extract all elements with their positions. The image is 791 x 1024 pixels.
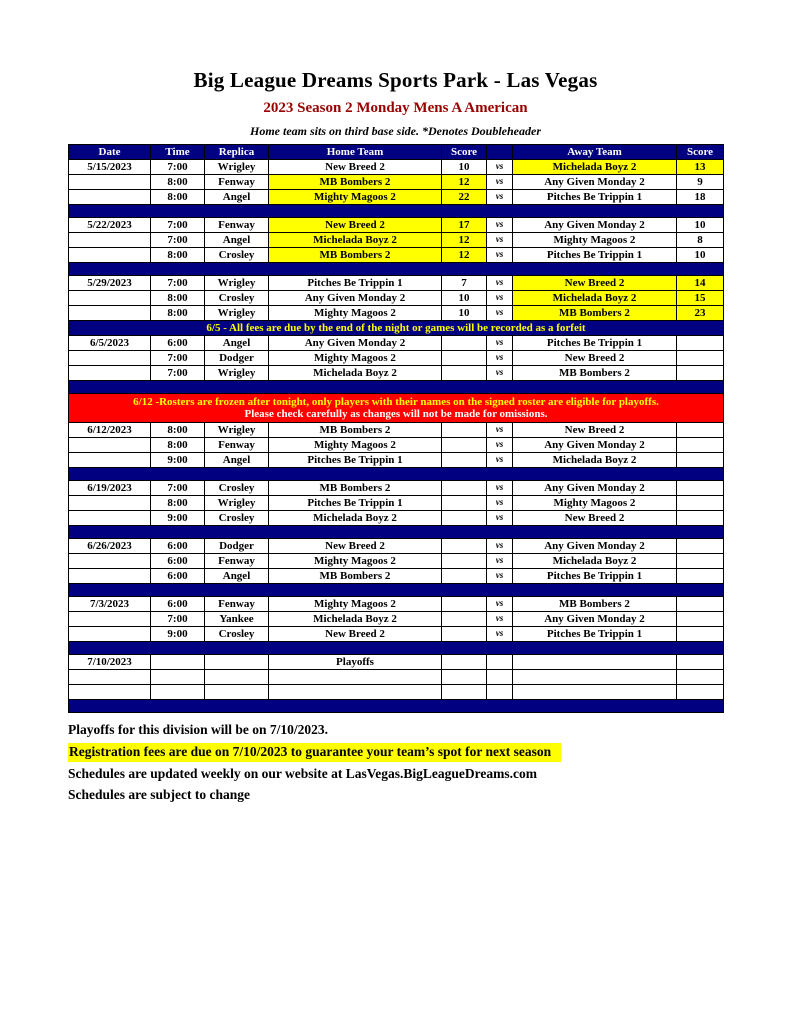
time-cell: 6:00 [151, 539, 205, 554]
away-team-cell: Any Given Monday 2 [513, 175, 677, 190]
column-header-away-score: Score [677, 145, 724, 160]
away-score-cell: 13 [677, 160, 724, 175]
roster-freeze-alert-line: 6/12 -Rosters are frozen after tonight, only players with their names on the signed roster are eligible for playoffs. [133, 395, 659, 408]
website-note: Schedules are updated weekly on our website at LasVegas.BigLeagueDreams.com [68, 765, 538, 781]
time-cell: 7:00 [151, 160, 205, 175]
game-row [69, 423, 724, 438]
date-cell: 6/5/2023 [69, 336, 151, 351]
replica-cell: Crosley [205, 511, 269, 526]
page-title: Big League Dreams Sports Park - Las Vegas [193, 68, 598, 92]
vs-cell: vs [487, 627, 513, 642]
away-score-cell [677, 685, 724, 700]
home-team-cell: New Breed 2 [269, 539, 442, 554]
game-row [69, 351, 724, 366]
vs-cell [487, 685, 513, 700]
away-team-cell: Michelada Boyz 2 [513, 291, 677, 306]
game-row [69, 685, 724, 700]
vs-cell: vs [487, 511, 513, 526]
replica-cell: Fenway [205, 438, 269, 453]
time-cell: 6:00 [151, 597, 205, 612]
home-score-cell [442, 453, 487, 468]
away-team-cell: New Breed 2 [513, 423, 677, 438]
vs-cell: vs [487, 539, 513, 554]
vs-cell: vs [487, 291, 513, 306]
playoffs-note: Playoffs for this division will be on 7/10/2023. [68, 722, 329, 737]
home-score-cell [442, 481, 487, 496]
date-cell [69, 291, 151, 306]
time-cell: 6:00 [151, 554, 205, 569]
home-score-cell [442, 627, 487, 642]
away-score-cell [677, 366, 724, 381]
vs-cell: vs [487, 569, 513, 584]
replica-cell: Wrigley [205, 160, 269, 175]
away-team-cell: Mighty Magoos 2 [513, 496, 677, 511]
vs-cell: vs [487, 597, 513, 612]
separator-bar [69, 700, 724, 713]
home-team-cell: Any Given Monday 2 [269, 291, 442, 306]
separator-row [69, 642, 724, 655]
away-team-cell: New Breed 2 [513, 351, 677, 366]
away-score-cell: 8 [677, 233, 724, 248]
replica-cell: Wrigley [205, 366, 269, 381]
home-score-cell: 22 [442, 190, 487, 205]
vs-cell [487, 670, 513, 685]
away-team-cell: MB Bombers 2 [513, 366, 677, 381]
date-cell [69, 569, 151, 584]
game-row [69, 612, 724, 627]
replica-cell: Wrigley [205, 306, 269, 321]
home-score-cell [442, 351, 487, 366]
away-team-cell: New Breed 2 [513, 511, 677, 526]
date-cell: 7/3/2023 [69, 597, 151, 612]
date-cell: 5/15/2023 [69, 160, 151, 175]
time-cell [151, 655, 205, 670]
game-row [69, 438, 724, 453]
date-cell: 7/10/2023 [69, 655, 151, 670]
away-team-cell: Any Given Monday 2 [513, 539, 677, 554]
away-score-cell: 10 [677, 218, 724, 233]
home-score-cell: 12 [442, 248, 487, 263]
time-cell: 7:00 [151, 612, 205, 627]
replica-cell: Angel [205, 233, 269, 248]
home-score-cell: 17 [442, 218, 487, 233]
replica-cell: Fenway [205, 218, 269, 233]
home-team-cell: MB Bombers 2 [269, 423, 442, 438]
replica-cell: Angel [205, 569, 269, 584]
replica-cell: Crosley [205, 627, 269, 642]
away-score-cell: 10 [677, 248, 724, 263]
date-cell [69, 612, 151, 627]
away-score-cell [677, 438, 724, 453]
home-team-cell: Pitches Be Trippin 1 [269, 453, 442, 468]
game-row [69, 569, 724, 584]
vs-cell: vs [487, 218, 513, 233]
away-team-cell: Michelada Boyz 2 [513, 453, 677, 468]
date-cell [69, 511, 151, 526]
date-cell [69, 306, 151, 321]
replica-cell: Crosley [205, 481, 269, 496]
column-header-replica: Replica [205, 145, 269, 160]
time-cell [151, 670, 205, 685]
home-score-cell [442, 655, 487, 670]
separator-row [69, 584, 724, 597]
page-subtitle: 2023 Season 2 Monday Mens A American [263, 100, 528, 116]
replica-cell: Angel [205, 190, 269, 205]
game-row [69, 554, 724, 569]
vs-cell: vs [487, 190, 513, 205]
away-score-cell [677, 539, 724, 554]
separator-bar [69, 584, 724, 597]
vs-cell: vs [487, 233, 513, 248]
away-team-cell: Pitches Be Trippin 1 [513, 336, 677, 351]
home-team-cell: MB Bombers 2 [269, 481, 442, 496]
date-cell [69, 248, 151, 263]
replica-cell: Fenway [205, 597, 269, 612]
time-cell: 6:00 [151, 569, 205, 584]
time-cell: 7:00 [151, 276, 205, 291]
time-cell: 7:00 [151, 481, 205, 496]
separator-row [69, 381, 724, 394]
vs-cell: vs [487, 554, 513, 569]
separator-bar [69, 205, 724, 218]
home-score-cell: 10 [442, 160, 487, 175]
away-score-cell [677, 511, 724, 526]
column-header-home-team: Home Team [269, 145, 442, 160]
time-cell: 9:00 [151, 511, 205, 526]
separator-bar [69, 468, 724, 481]
replica-cell: Crosley [205, 248, 269, 263]
date-cell [69, 366, 151, 381]
date-cell [69, 685, 151, 700]
home-team-cell: Mighty Magoos 2 [269, 554, 442, 569]
home-team-cell: MB Bombers 2 [269, 569, 442, 584]
separator-row [69, 526, 724, 539]
away-team-cell [513, 655, 677, 670]
game-row [69, 276, 724, 291]
vs-cell: vs [487, 496, 513, 511]
home-score-cell [442, 539, 487, 554]
home-team-cell: Michelada Boyz 2 [269, 511, 442, 526]
game-row [69, 233, 724, 248]
away-score-cell [677, 336, 724, 351]
separator-row [69, 263, 724, 276]
game-row [69, 306, 724, 321]
replica-cell [205, 670, 269, 685]
time-cell: 9:00 [151, 627, 205, 642]
game-row [69, 670, 724, 685]
separator-bar [69, 381, 724, 394]
game-row [69, 453, 724, 468]
date-cell [69, 554, 151, 569]
home-score-cell [442, 366, 487, 381]
home-team-cell: Pitches Be Trippin 1 [269, 496, 442, 511]
header-row [69, 145, 724, 160]
home-team-cell: Michelada Boyz 2 [269, 612, 442, 627]
away-score-cell: 14 [677, 276, 724, 291]
away-team-cell: Pitches Be Trippin 1 [513, 627, 677, 642]
home-team-cell: Mighty Magoos 2 [269, 190, 442, 205]
date-cell [69, 175, 151, 190]
time-cell: 8:00 [151, 175, 205, 190]
date-cell [69, 496, 151, 511]
home-team-cell: New Breed 2 [269, 218, 442, 233]
time-cell: 7:00 [151, 351, 205, 366]
home-team-cell: Mighty Magoos 2 [269, 351, 442, 366]
replica-cell: Fenway [205, 175, 269, 190]
replica-cell: Crosley [205, 291, 269, 306]
vs-cell: vs [487, 306, 513, 321]
home-team-cell: MB Bombers 2 [269, 248, 442, 263]
time-cell: 8:00 [151, 248, 205, 263]
replica-cell [205, 685, 269, 700]
home-score-cell: 12 [442, 233, 487, 248]
time-cell: 7:00 [151, 366, 205, 381]
game-row [69, 539, 724, 554]
game-row [69, 248, 724, 263]
away-team-cell: Michelada Boyz 2 [513, 554, 677, 569]
home-team-note: Home team sits on third base side. *Denotes Doubleheader [250, 124, 541, 138]
away-team-cell [513, 670, 677, 685]
home-team-cell: Michelada Boyz 2 [269, 366, 442, 381]
time-cell: 8:00 [151, 190, 205, 205]
away-team-cell: Any Given Monday 2 [513, 438, 677, 453]
away-score-cell [677, 423, 724, 438]
home-score-cell [442, 438, 487, 453]
home-team-cell: New Breed 2 [269, 160, 442, 175]
replica-cell: Dodger [205, 351, 269, 366]
roster-freeze-alert-line: Please check carefully as changes will not be made for omissions. [244, 408, 548, 420]
away-score-cell [677, 496, 724, 511]
game-row [69, 597, 724, 612]
footer-notes [68, 722, 791, 804]
away-score-cell [677, 655, 724, 670]
home-team-cell: MB Bombers 2 [269, 175, 442, 190]
separator-row [69, 700, 724, 713]
vs-cell: vs [487, 453, 513, 468]
home-team-cell [269, 670, 442, 685]
date-cell [69, 627, 151, 642]
vs-cell: vs [487, 160, 513, 175]
column-header-time: Time [151, 145, 205, 160]
replica-cell: Angel [205, 336, 269, 351]
home-team-cell: Mighty Magoos 2 [269, 306, 442, 321]
date-cell [69, 438, 151, 453]
date-cell: 6/19/2023 [69, 481, 151, 496]
game-row [69, 291, 724, 306]
fees-notice-text: 6/5 - All fees are due by the end of the night or games will be recorded as a forfeit [69, 321, 724, 336]
away-score-cell [677, 627, 724, 642]
vs-cell: vs [487, 423, 513, 438]
replica-cell [205, 655, 269, 670]
home-score-cell [442, 496, 487, 511]
vs-cell [487, 655, 513, 670]
away-team-cell: New Breed 2 [513, 276, 677, 291]
time-cell: 8:00 [151, 291, 205, 306]
game-row [69, 366, 724, 381]
date-cell [69, 453, 151, 468]
game-row [69, 218, 724, 233]
away-team-cell [513, 685, 677, 700]
schedule-body [69, 160, 724, 713]
column-header-vs [487, 145, 513, 160]
home-team-cell: Playoffs [269, 655, 442, 670]
game-row [69, 511, 724, 526]
time-cell: 9:00 [151, 453, 205, 468]
fees-notice-row [69, 321, 724, 336]
away-team-cell: Michelada Boyz 2 [513, 160, 677, 175]
away-score-cell: 15 [677, 291, 724, 306]
time-cell: 8:00 [151, 496, 205, 511]
home-score-cell [442, 670, 487, 685]
home-team-cell: Mighty Magoos 2 [269, 597, 442, 612]
vs-cell: vs [487, 175, 513, 190]
subject-to-change-note: Schedules are subject to change [68, 786, 250, 802]
replica-cell: Yankee [205, 612, 269, 627]
away-team-cell: Pitches Be Trippin 1 [513, 248, 677, 263]
away-team-cell: Mighty Magoos 2 [513, 233, 677, 248]
home-score-cell [442, 554, 487, 569]
away-score-cell [677, 481, 724, 496]
away-team-cell: Any Given Monday 2 [513, 218, 677, 233]
time-cell: 8:00 [151, 423, 205, 438]
separator-bar [69, 642, 724, 655]
time-cell: 7:00 [151, 233, 205, 248]
date-cell: 6/12/2023 [69, 423, 151, 438]
away-score-cell [677, 569, 724, 584]
vs-cell: vs [487, 481, 513, 496]
vs-cell: vs [487, 248, 513, 263]
separator-bar [69, 263, 724, 276]
registration-fees-note: Registration fees are due on 7/10/2023 to guarantee your team’s spot for next season [68, 743, 561, 762]
game-row [69, 175, 724, 190]
home-score-cell: 12 [442, 175, 487, 190]
home-score-cell: 10 [442, 291, 487, 306]
replica-cell: Dodger [205, 539, 269, 554]
replica-cell: Angel [205, 453, 269, 468]
vs-cell: vs [487, 351, 513, 366]
vs-cell: vs [487, 336, 513, 351]
separator-bar [69, 526, 724, 539]
away-score-cell [677, 554, 724, 569]
home-team-cell: Pitches Be Trippin 1 [269, 276, 442, 291]
game-row [69, 190, 724, 205]
vs-cell: vs [487, 366, 513, 381]
home-score-cell [442, 597, 487, 612]
game-row [69, 655, 724, 670]
game-row [69, 627, 724, 642]
replica-cell: Wrigley [205, 276, 269, 291]
date-cell: 5/22/2023 [69, 218, 151, 233]
home-team-cell: Mighty Magoos 2 [269, 438, 442, 453]
vs-cell: vs [487, 612, 513, 627]
column-header-date: Date [69, 145, 151, 160]
home-score-cell: 7 [442, 276, 487, 291]
home-team-cell [269, 685, 442, 700]
time-cell: 7:00 [151, 218, 205, 233]
away-team-cell: Pitches Be Trippin 1 [513, 569, 677, 584]
time-cell: 6:00 [151, 336, 205, 351]
game-row [69, 481, 724, 496]
home-score-cell [442, 685, 487, 700]
replica-cell: Wrigley [205, 423, 269, 438]
home-score-cell: 10 [442, 306, 487, 321]
away-team-cell: Any Given Monday 2 [513, 612, 677, 627]
away-score-cell [677, 670, 724, 685]
time-cell: 8:00 [151, 306, 205, 321]
away-score-cell [677, 597, 724, 612]
home-score-cell [442, 569, 487, 584]
away-score-cell [677, 453, 724, 468]
replica-cell: Wrigley [205, 496, 269, 511]
date-cell [69, 233, 151, 248]
away-team-cell: MB Bombers 2 [513, 306, 677, 321]
roster-freeze-alert-row [69, 394, 724, 423]
time-cell [151, 685, 205, 700]
away-score-cell: 18 [677, 190, 724, 205]
away-score-cell: 23 [677, 306, 724, 321]
date-cell [69, 190, 151, 205]
separator-row [69, 205, 724, 218]
away-team-cell: MB Bombers 2 [513, 597, 677, 612]
date-cell: 6/26/2023 [69, 539, 151, 554]
date-cell [69, 670, 151, 685]
home-score-cell [442, 423, 487, 438]
game-row [69, 336, 724, 351]
home-score-cell [442, 612, 487, 627]
away-team-cell: Any Given Monday 2 [513, 481, 677, 496]
vs-cell: vs [487, 438, 513, 453]
away-team-cell: Pitches Be Trippin 1 [513, 190, 677, 205]
column-header-away-team: Away Team [513, 145, 677, 160]
home-team-cell: Michelada Boyz 2 [269, 233, 442, 248]
separator-row [69, 468, 724, 481]
away-score-cell: 9 [677, 175, 724, 190]
home-score-cell [442, 336, 487, 351]
schedule-table [68, 144, 724, 713]
game-row [69, 160, 724, 175]
home-score-cell [442, 511, 487, 526]
column-header-home-score: Score [442, 145, 487, 160]
vs-cell: vs [487, 276, 513, 291]
time-cell: 8:00 [151, 438, 205, 453]
replica-cell: Fenway [205, 554, 269, 569]
game-row [69, 496, 724, 511]
date-cell [69, 351, 151, 366]
home-team-cell: Any Given Monday 2 [269, 336, 442, 351]
away-score-cell [677, 612, 724, 627]
roster-freeze-alert [69, 394, 724, 423]
date-cell: 5/29/2023 [69, 276, 151, 291]
home-team-cell: New Breed 2 [269, 627, 442, 642]
away-score-cell [677, 351, 724, 366]
